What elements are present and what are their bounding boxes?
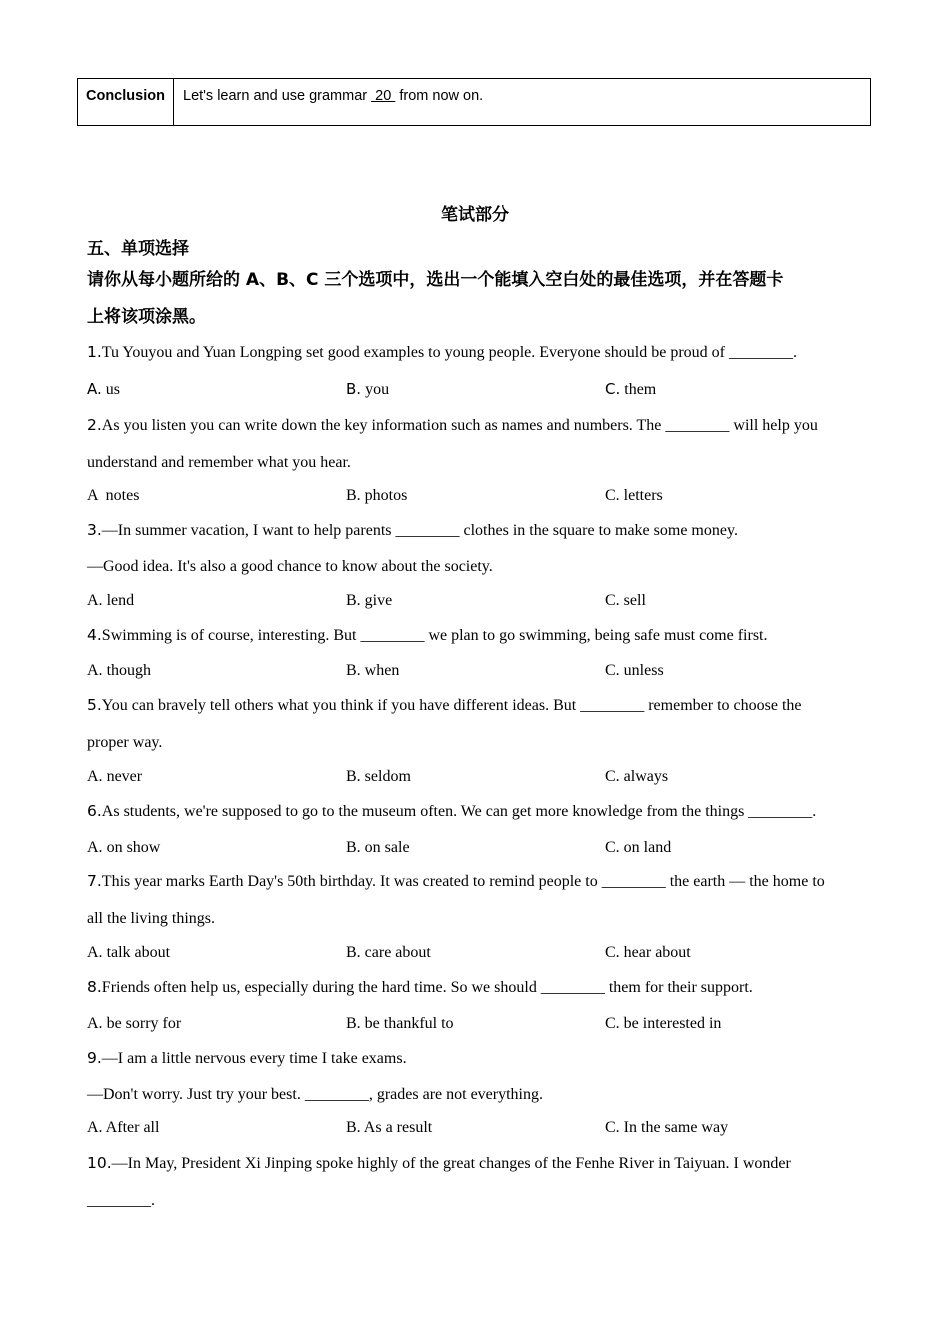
option-label: C. xyxy=(605,1119,620,1136)
answer-option[interactable] xyxy=(346,768,411,786)
question-text: As students, we're supposed to go to the museum often. We can get more knowledge from the things ________. xyxy=(101,803,817,820)
question-stem-continued xyxy=(87,900,872,937)
option-label: A. xyxy=(87,662,103,679)
option-text: be sorry for xyxy=(102,1015,182,1032)
option-text: notes xyxy=(97,487,140,504)
answer-option[interactable] xyxy=(605,592,646,610)
question-stem xyxy=(87,512,872,549)
option-label: B. xyxy=(346,768,361,785)
option-label: A. xyxy=(87,944,103,961)
part-title: 五、单项选择 xyxy=(87,239,189,259)
conclusion-text-post: from now on. xyxy=(395,88,484,104)
question-stem-continued xyxy=(87,444,872,481)
question-text: ________. xyxy=(87,1192,155,1209)
answer-option[interactable] xyxy=(87,944,170,962)
option-label: C. xyxy=(605,1015,620,1032)
option-text: unless xyxy=(619,662,664,679)
instruction-line-2: 上将该项涂黑。 xyxy=(87,307,206,327)
answer-option[interactable] xyxy=(605,839,671,857)
option-label: C. xyxy=(605,839,620,856)
question-text: This year marks Earth Day's 50th birthday. It was created to remind people to ________ the earth — the home to xyxy=(101,873,825,890)
question-stem xyxy=(87,1040,872,1077)
option-label: A. xyxy=(87,839,103,856)
option-label: B. xyxy=(346,1015,361,1032)
question-number: 3. xyxy=(87,521,102,539)
answer-option[interactable] xyxy=(605,1119,728,1137)
option-text: After all xyxy=(102,1119,160,1136)
answer-option[interactable] xyxy=(605,1015,721,1033)
option-label: B. xyxy=(346,380,362,398)
option-text: lend xyxy=(102,592,135,609)
option-text: hear about xyxy=(619,944,691,961)
question-stem xyxy=(87,793,872,830)
option-label: B. xyxy=(346,1119,361,1136)
question-stem-continued xyxy=(87,1182,872,1219)
answer-option[interactable] xyxy=(346,944,431,962)
option-text: As a result xyxy=(360,1119,433,1136)
answer-option[interactable] xyxy=(87,839,160,857)
answer-option[interactable] xyxy=(605,768,668,786)
option-label: B. xyxy=(346,662,361,679)
option-text: photos xyxy=(360,487,408,504)
option-text: give xyxy=(360,592,393,609)
answer-option[interactable] xyxy=(87,662,151,680)
option-label: C. xyxy=(605,662,620,679)
answer-option[interactable] xyxy=(346,1119,432,1137)
question-text: understand and remember what you hear. xyxy=(87,454,351,471)
option-label: A. xyxy=(87,1119,103,1136)
question-number: 8. xyxy=(87,978,102,996)
answer-option[interactable] xyxy=(346,380,389,399)
conclusion-heading: Conclusion xyxy=(78,79,174,125)
answer-option[interactable] xyxy=(346,662,399,680)
option-text: letters xyxy=(619,487,663,504)
answer-option[interactable] xyxy=(346,839,410,857)
option-label: B. xyxy=(346,592,361,609)
option-text: sell xyxy=(619,592,646,609)
option-text: seldom xyxy=(360,768,411,785)
option-text: In the same way xyxy=(619,1119,729,1136)
option-text: on sale xyxy=(360,839,410,856)
question-number: 4. xyxy=(87,626,102,644)
option-label: B. xyxy=(346,487,361,504)
instruction-line-1: 请你从每小题所给的 A、B、C 三个选项中，选出一个能填入空白处的最佳选项，并在答题卡 xyxy=(87,270,784,290)
question-text: You can bravely tell others what you think if you have different ideas. But ________ remember to choose the xyxy=(101,697,802,714)
question-stem xyxy=(87,617,872,654)
question-text: —Don't worry. Just try your best. ________, grades are not everything. xyxy=(87,1086,543,1103)
question-stem xyxy=(87,863,872,900)
question-stem xyxy=(87,1145,872,1182)
conclusion-table xyxy=(77,78,871,126)
answer-option[interactable] xyxy=(87,380,120,399)
question-text: all the living things. xyxy=(87,910,215,927)
option-text: them xyxy=(620,381,657,398)
option-label: C. xyxy=(605,944,620,961)
option-label: A xyxy=(87,487,98,504)
option-label: C. xyxy=(605,487,620,504)
answer-option[interactable] xyxy=(346,1015,454,1033)
conclusion-text-pre: Let's learn and use grammar xyxy=(183,88,372,104)
answer-option[interactable] xyxy=(605,944,691,962)
option-label: A. xyxy=(87,380,102,398)
question-number: 7. xyxy=(87,872,102,890)
question-stem xyxy=(87,334,872,371)
option-label: C. xyxy=(605,768,620,785)
question-text: As you listen you can write down the key information such as names and numbers. The ________ will help you xyxy=(101,417,818,434)
option-text: be interested in xyxy=(619,1015,722,1032)
section-title: 笔试部分 xyxy=(441,205,509,225)
conclusion-blank: 20 xyxy=(371,88,396,104)
option-label: C. xyxy=(605,592,620,609)
option-label: B. xyxy=(346,839,361,856)
option-text: talk about xyxy=(102,944,171,961)
option-text: when xyxy=(360,662,400,679)
option-text: be thankful to xyxy=(360,1015,454,1032)
question-stem xyxy=(87,407,872,444)
conclusion-text xyxy=(174,79,870,125)
option-text: care about xyxy=(360,944,431,961)
answer-option[interactable] xyxy=(346,592,392,610)
question-number: 6. xyxy=(87,802,102,820)
answer-option[interactable] xyxy=(87,1015,181,1033)
option-text: always xyxy=(619,768,669,785)
question-stem-continued xyxy=(87,1076,872,1113)
option-label: B. xyxy=(346,944,361,961)
question-number: 10. xyxy=(87,1154,112,1172)
option-text: on show xyxy=(102,839,161,856)
question-text: proper way. xyxy=(87,734,163,751)
question-text: —In May, President Xi Jinping spoke highly of the great changes of the Fenhe River in Taiyuan. I wonder xyxy=(111,1155,791,1172)
option-label: A. xyxy=(87,768,103,785)
answer-option[interactable] xyxy=(605,380,656,399)
option-text: you xyxy=(361,381,390,398)
question-number: 1. xyxy=(87,343,102,361)
answer-option[interactable] xyxy=(87,487,139,505)
question-stem-continued xyxy=(87,548,872,585)
question-text: —In summer vacation, I want to help parents ________ clothes in the square to make some money. xyxy=(101,522,738,539)
question-number: 2. xyxy=(87,416,102,434)
option-label: A. xyxy=(87,592,103,609)
question-number: 5. xyxy=(87,696,102,714)
question-stem xyxy=(87,687,872,724)
answer-option[interactable] xyxy=(605,662,664,680)
question-text: Swimming is of course, interesting. But ________ we plan to go swimming, being safe must come first. xyxy=(101,627,768,644)
option-text: though xyxy=(102,662,152,679)
answer-option[interactable] xyxy=(346,487,407,505)
question-text: —Good idea. It's also a good chance to know about the society. xyxy=(87,558,493,575)
question-stem-continued xyxy=(87,724,872,761)
answer-option[interactable] xyxy=(87,1119,159,1137)
answer-option[interactable] xyxy=(605,487,663,505)
answer-option[interactable] xyxy=(87,592,134,610)
question-number: 9. xyxy=(87,1049,102,1067)
question-text: Tu Youyou and Yuan Longping set good examples to young people. Everyone should be proud of ________. xyxy=(101,344,797,361)
option-label: A. xyxy=(87,1015,103,1032)
option-label: C. xyxy=(605,380,621,398)
question-stem xyxy=(87,969,872,1006)
answer-option[interactable] xyxy=(87,768,142,786)
option-text: us xyxy=(101,381,120,398)
question-text: —I am a little nervous every time I take exams. xyxy=(101,1050,407,1067)
option-text: never xyxy=(102,768,143,785)
option-text: on land xyxy=(619,839,672,856)
question-text: Friends often help us, especially during the hard time. So we should ________ them for their support. xyxy=(101,979,753,996)
